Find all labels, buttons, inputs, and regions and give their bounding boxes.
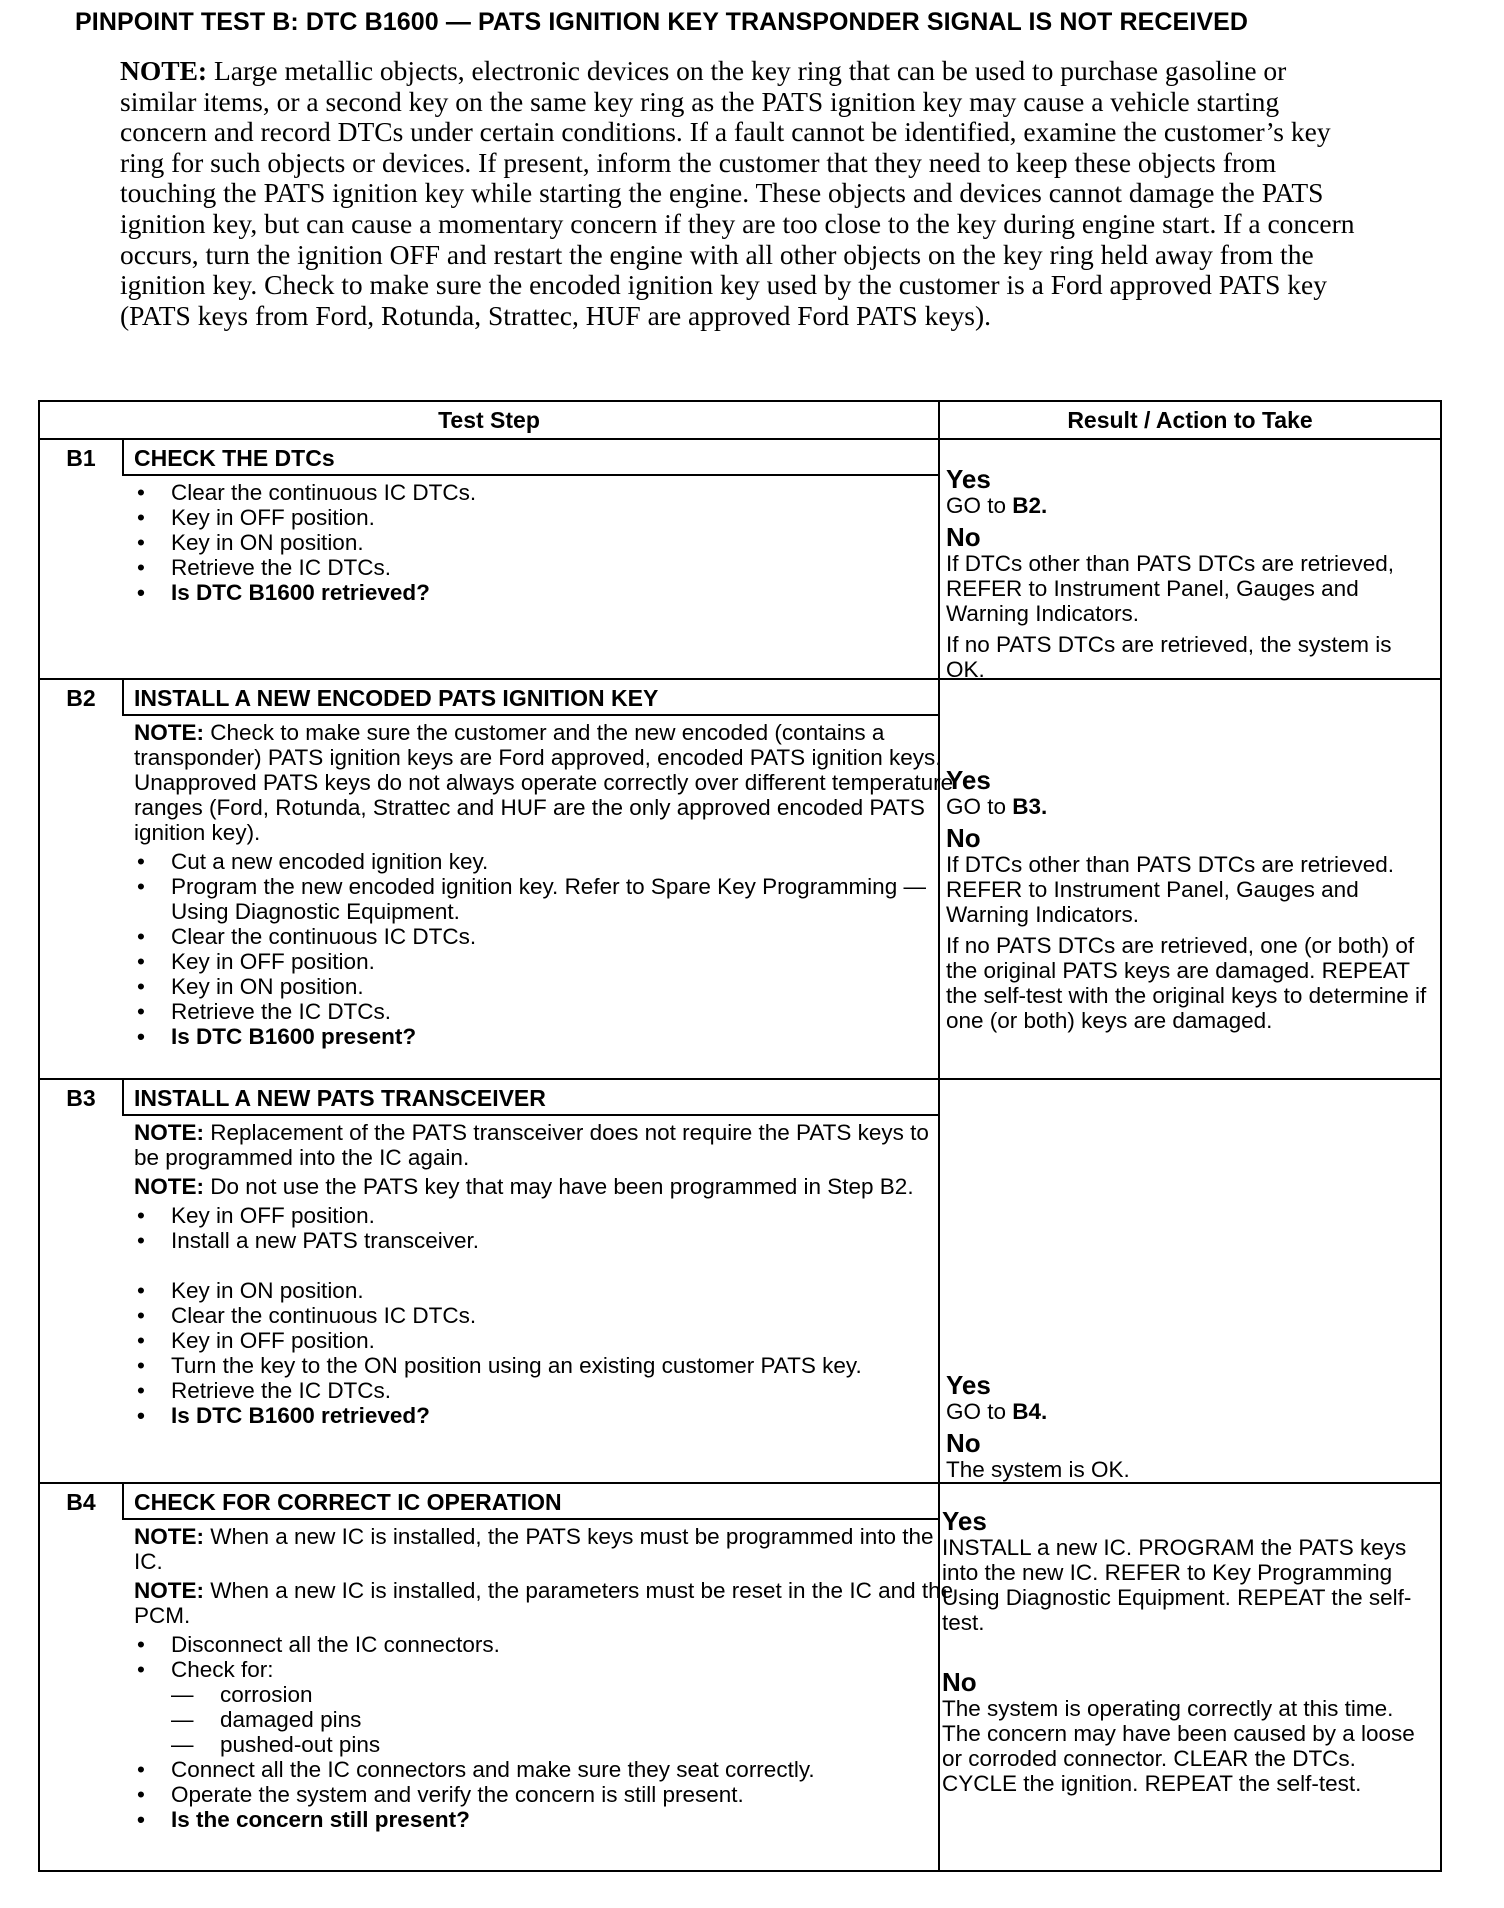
step-question: • Is DTC B1600 present? (134, 1024, 954, 1049)
step-id: B3 (66, 1085, 96, 1111)
list-item: • Retrieve the IC DTCs. (134, 555, 954, 580)
note-text: Do not use the PATS key that may have been programmed in Step B2. (210, 1174, 914, 1199)
yes-label: Yes (946, 1370, 991, 1400)
no-label: No (946, 522, 981, 552)
yes-step-ref: B3. (1012, 794, 1048, 819)
yes-label: Yes (946, 765, 991, 795)
page-title: PINPOINT TEST B: DTC B1600 — PATS IGNITION KEY TRANSPONDER SIGNAL IS NOT RECEIVED (75, 8, 1249, 36)
step-id-divider (122, 678, 124, 716)
note-text: When a new IC is installed, the parameters must be reset in the IC and the PCM. (134, 1578, 954, 1628)
list-item: • Program the new encoded ignition key. Refer to Spare Key Programming — Using Diagnostic Equipment. (134, 874, 954, 924)
note-text: Replacement of the PATS transceiver does not require the PATS keys to be programmed into the IC again. (134, 1120, 929, 1170)
step-id: B1 (66, 445, 96, 471)
yes-action: GO to (946, 493, 1007, 518)
step-body (134, 480, 954, 605)
yes-action: GO to (946, 1399, 1007, 1424)
step-title: INSTALL A NEW PATS TRANSCEIVER (134, 1085, 546, 1111)
note-text: Check to make sure the customer and the new encoded (contains a transponder) PATS ignition keys are Ford approved, encoded PATS ignition keys. Unapproved PATS keys do not always operate correctly over different temperature ranges (Ford, Rotunda, Strattec and HUF are the only approved encoded PATS ignition key). (134, 720, 954, 845)
no-label: No (946, 823, 981, 853)
spacer (134, 1253, 954, 1278)
step-body (134, 1524, 954, 1832)
no-action: If no PATS DTCs are retrieved, one (or both) of the original PATS keys are damaged. REPEAT the self-test with the original keys to determine if one (or both) keys are damaged. (946, 933, 1427, 1033)
list-item: • Key in ON position. (134, 1278, 954, 1303)
step-result (942, 1508, 1432, 1802)
intro-note-label: NOTE: (120, 55, 208, 86)
note-text: When a new IC is installed, the PATS keys must be programmed into the IC. (134, 1524, 934, 1574)
step-title: CHECK FOR CORRECT IC OPERATION (134, 1489, 562, 1515)
no-action: If no PATS DTCs are retrieved, the system is OK. (946, 632, 1392, 682)
no-action: If DTCs other than PATS DTCs are retrieved. REFER to Instrument Panel, Gauges and Warning Indicators. (946, 852, 1395, 927)
step-result (946, 767, 1436, 1039)
list-item: • Check for: (134, 1657, 954, 1682)
step-question: • Is DTC B1600 retrieved? (134, 1403, 954, 1428)
step-question: • Is the concern still present? (134, 1807, 954, 1832)
note-label: NOTE: (134, 720, 204, 745)
step-id: B4 (66, 1489, 96, 1515)
step-title: CHECK THE DTCs (134, 445, 335, 471)
list-item: • Clear the continuous IC DTCs. (134, 924, 954, 949)
yes-action: INSTALL a new IC. PROGRAM the PATS keys into the new IC. REFER to Key Programming Using Diagnostic Equipment. REPEAT the self-test. (942, 1535, 1412, 1635)
step-title: INSTALL A NEW ENCODED PATS IGNITION KEY (134, 685, 659, 711)
list-item: • Key in ON position. (134, 974, 954, 999)
step-result (946, 466, 1436, 688)
sub-item: — damaged pins (134, 1707, 954, 1732)
pinpoint-test-table (38, 400, 1442, 1872)
yes-step-ref: B2. (1012, 493, 1048, 518)
list-item: • Key in OFF position. (134, 949, 954, 974)
list-item: • Retrieve the IC DTCs. (134, 1378, 954, 1403)
yes-step-ref: B4. (1012, 1399, 1048, 1424)
list-item: • Cut a new encoded ignition key. (134, 849, 954, 874)
note-label: NOTE: (134, 1578, 204, 1603)
sub-item: — pushed-out pins (134, 1732, 954, 1757)
note-label: NOTE: (134, 1524, 204, 1549)
step-id: B2 (66, 685, 96, 711)
list-item: • Key in OFF position. (134, 1203, 954, 1228)
list-item: • Install a new PATS transceiver. (134, 1228, 954, 1253)
header-result: Result / Action to Take (1067, 407, 1313, 433)
list-item: • Disconnect all the IC connectors. (134, 1632, 954, 1657)
step-id-divider (122, 1482, 124, 1520)
list-item: • Retrieve the IC DTCs. (134, 999, 954, 1024)
no-action: If DTCs other than PATS DTCs are retrieved, REFER to Instrument Panel, Gauges and Warning Indicators. (946, 551, 1395, 626)
list-item: • Operate the system and verify the concern is still present. (134, 1782, 954, 1807)
step-result (946, 1372, 1436, 1488)
intro-note (120, 56, 1360, 331)
list-item: • Clear the continuous IC DTCs. (134, 480, 954, 505)
yes-action: GO to (946, 794, 1007, 819)
yes-label: Yes (942, 1506, 987, 1536)
no-action: The system is OK. (946, 1457, 1130, 1482)
list-item: • Clear the continuous IC DTCs. (134, 1303, 954, 1328)
header-test-step: Test Step (438, 407, 540, 433)
intro-note-text: Large metallic objects, electronic devices on the key ring that can be used to purchase gasoline or similar items, or a second key on the same key ring as the PATS ignition key may cause a vehicle starting concern and record DTCs under certain conditions. If a fault cannot be identified, examine the customer’s key ring for such objects or devices. If present, inform the customer that they need to keep these objects from touching the PATS ignition key while starting the engine. These objects and devices cannot damage the PATS ignition key, but can cause a momentary concern if they are too close to the key during engine start. If a concern occurs, turn the ignition OFF and restart the engine with all other objects on the key ring held away from the ignition key. Check to make sure the encoded ignition key used by the customer is a Ford approved PATS key (PATS keys from Ford, Rotunda, Strattec, HUF are approved Ford PATS keys). (120, 55, 1355, 331)
list-item: • Key in ON position. (134, 530, 954, 555)
step-question: • Is DTC B1600 retrieved? (134, 580, 954, 605)
step-body (134, 1120, 954, 1428)
spacer (942, 1641, 1432, 1669)
yes-label: Yes (946, 464, 991, 494)
list-item: • Key in OFF position. (134, 1328, 954, 1353)
note-label: NOTE: (134, 1174, 204, 1199)
sub-item: — corrosion (134, 1682, 954, 1707)
list-item: • Key in OFF position. (134, 505, 954, 530)
list-item: • Connect all the IC connectors and make sure they seat correctly. (134, 1757, 954, 1782)
no-label: No (946, 1428, 981, 1458)
no-label: No (942, 1667, 977, 1697)
note-label: NOTE: (134, 1120, 204, 1145)
no-action: The system is operating correctly at this time. The concern may have been caused by a loose or corroded connector. CLEAR the DTCs. CYCLE the ignition. REPEAT the self-test. (942, 1696, 1415, 1796)
step-id-divider (122, 438, 124, 476)
step-body (134, 720, 954, 1049)
step-id-divider (122, 1078, 124, 1116)
list-item: • Turn the key to the ON position using an existing customer PATS key. (134, 1353, 954, 1378)
